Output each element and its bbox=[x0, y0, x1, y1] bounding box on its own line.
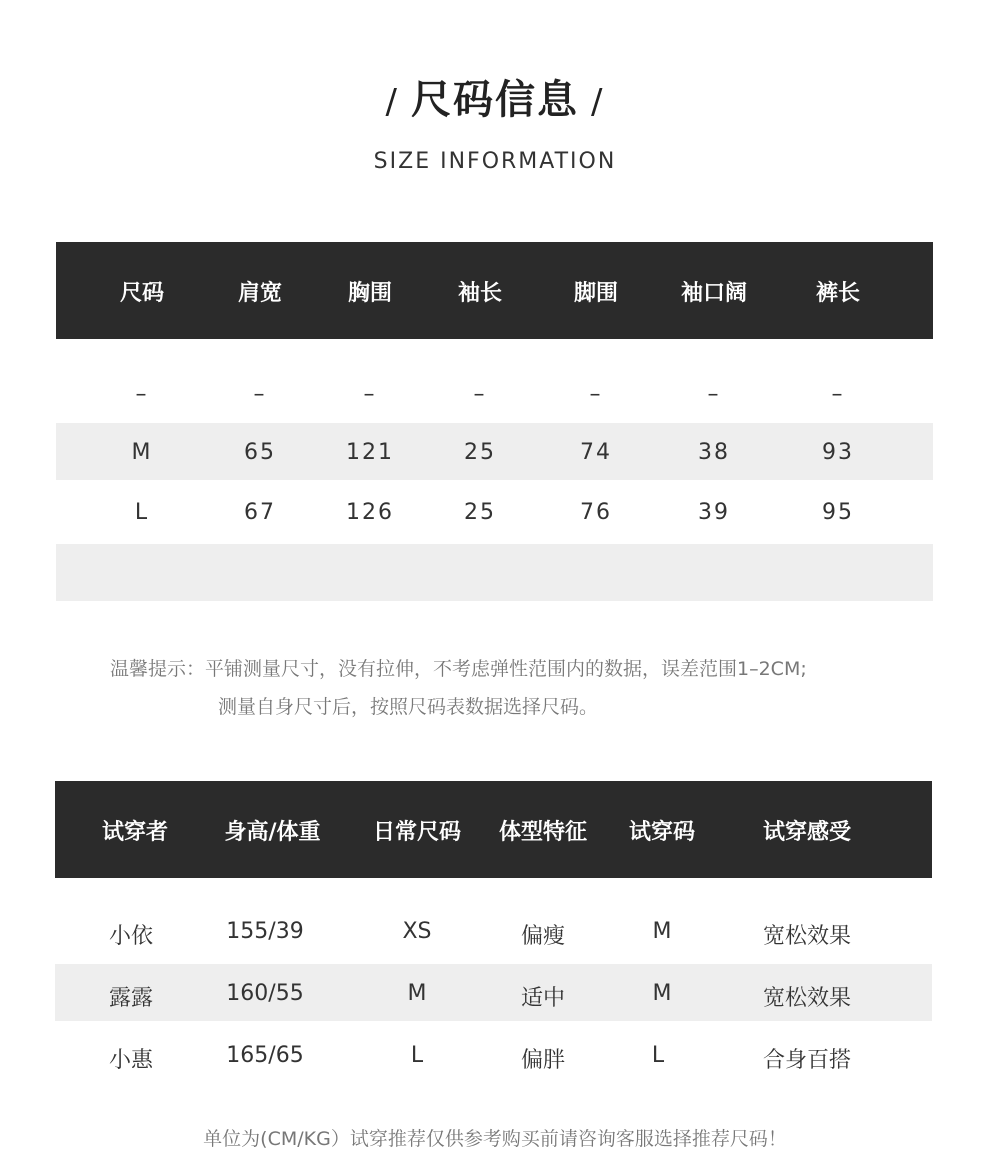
size-header-chest: 胸围 bbox=[347, 281, 392, 306]
fit-cell: 露露 bbox=[108, 986, 153, 1011]
size-cell: – bbox=[135, 382, 149, 407]
size-cell: 67 bbox=[244, 500, 276, 525]
fit-cell: 合身百搭 bbox=[762, 1048, 851, 1073]
size-cell: 39 bbox=[698, 500, 730, 525]
size-cell: – bbox=[253, 382, 267, 407]
title-slash-right: / bbox=[591, 82, 605, 122]
fit-cell: 偏胖 bbox=[520, 1048, 565, 1073]
fit-header-feeling: 试穿感受 bbox=[762, 820, 851, 845]
fit-row bbox=[55, 981, 932, 1011]
fit-cell: L bbox=[410, 1043, 424, 1068]
page-title bbox=[0, 72, 990, 130]
title-slash-left: / bbox=[385, 82, 399, 122]
size-row-dash bbox=[56, 382, 933, 412]
fit-cell: 155/39 bbox=[226, 919, 304, 944]
size-cell: 76 bbox=[580, 500, 612, 525]
note-line-2: 测量自身尺寸后，按照尺码表数据选择尺码。 bbox=[218, 696, 599, 718]
fit-cell: 165/65 bbox=[226, 1043, 304, 1068]
size-cell: 38 bbox=[698, 440, 730, 465]
fit-row bbox=[55, 919, 932, 949]
size-cell: – bbox=[589, 382, 603, 407]
size-row-l bbox=[56, 500, 933, 530]
size-cell: – bbox=[831, 382, 845, 407]
title-text: 尺码信息 bbox=[411, 77, 579, 123]
section-header bbox=[0, 72, 990, 176]
fit-cell: 适中 bbox=[520, 986, 565, 1011]
size-header-shoulder: 肩宽 bbox=[237, 281, 282, 306]
size-cell: 25 bbox=[464, 500, 496, 525]
size-cell: 121 bbox=[346, 440, 394, 465]
fit-header-body-type: 体型特征 bbox=[498, 820, 587, 845]
size-cell: – bbox=[707, 382, 721, 407]
size-row-m bbox=[56, 440, 933, 470]
size-row-bg-empty bbox=[56, 544, 933, 601]
size-cell: – bbox=[473, 382, 487, 407]
size-cell: 65 bbox=[244, 440, 276, 465]
fit-cell: 小惠 bbox=[108, 1048, 153, 1073]
size-header-pants-length: 裤长 bbox=[815, 281, 860, 306]
fit-header-labels bbox=[55, 815, 932, 845]
fit-cell: XS bbox=[402, 919, 432, 944]
fit-cell: 宽松效果 bbox=[762, 924, 851, 949]
fit-cell: 宽松效果 bbox=[762, 986, 851, 1011]
fit-header-height-weight: 身高/体重 bbox=[224, 820, 321, 845]
size-cell: M bbox=[131, 440, 153, 465]
size-cell: 25 bbox=[464, 440, 496, 465]
fit-cell: 小依 bbox=[108, 924, 153, 949]
size-cell: 95 bbox=[822, 500, 854, 525]
measurement-note bbox=[110, 650, 807, 726]
fit-header-tried-size: 试穿码 bbox=[628, 820, 695, 845]
size-header-sleeve: 袖长 bbox=[457, 281, 502, 306]
size-cell: L bbox=[134, 500, 150, 525]
fit-row bbox=[55, 1043, 932, 1073]
size-header-labels bbox=[56, 276, 933, 306]
size-header-hem: 脚围 bbox=[573, 281, 618, 306]
size-cell: 93 bbox=[822, 440, 854, 465]
fit-cell: M bbox=[652, 981, 672, 1006]
note-line-1: 温馨提示：平铺测量尺寸，没有拉伸，不考虑弹性范围内的数据，误差范围1–2CM; bbox=[110, 658, 807, 680]
page-subtitle: SIZE INFORMATION bbox=[373, 149, 617, 174]
size-cell: 74 bbox=[580, 440, 612, 465]
size-cell: – bbox=[363, 382, 377, 407]
fit-cell: M bbox=[652, 919, 672, 944]
fit-header-usual-size: 日常尺码 bbox=[372, 820, 461, 845]
size-header-cuff: 袖口阔 bbox=[680, 281, 747, 306]
fit-header-tester: 试穿者 bbox=[101, 820, 168, 845]
fit-cell: 偏瘦 bbox=[520, 924, 565, 949]
footer-disclaimer: 单位为(CM/KG）试穿推荐仅供参考购买前请咨询客服选择推荐尺码！ bbox=[203, 1128, 787, 1150]
size-cell: 126 bbox=[346, 500, 394, 525]
fit-cell: L bbox=[651, 1043, 665, 1068]
fit-cell: M bbox=[407, 981, 427, 1006]
size-header-size: 尺码 bbox=[119, 281, 164, 306]
fit-cell: 160/55 bbox=[226, 981, 304, 1006]
